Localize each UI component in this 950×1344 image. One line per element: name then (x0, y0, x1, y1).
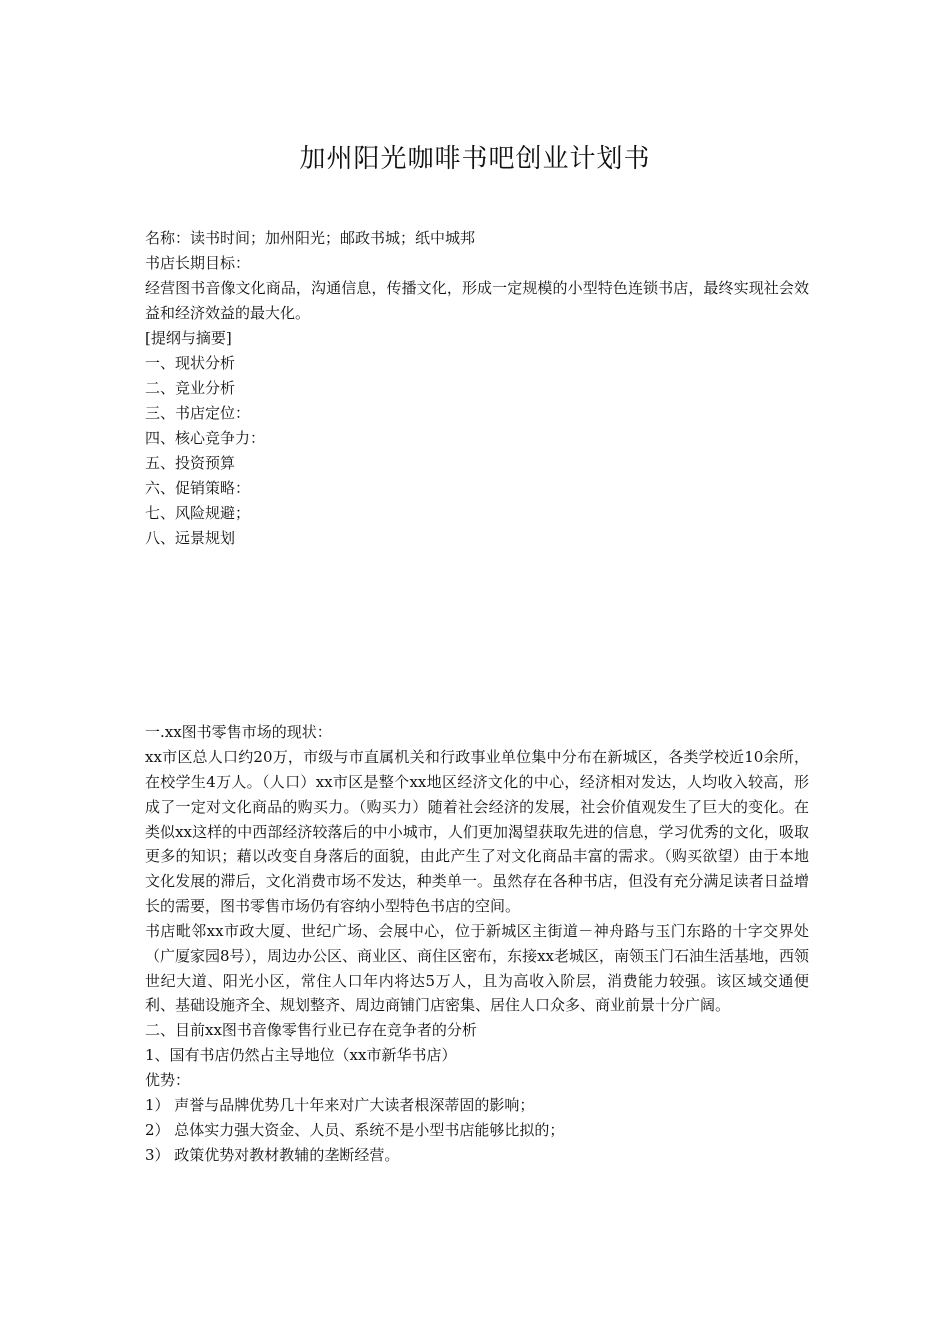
competitor-subheading: 1、国有书店仍然占主导地位（xx市新华书店） (145, 1046, 457, 1065)
advantage-item: 3） 政策优势对教材教辅的垄断经营。 (145, 1146, 400, 1165)
section2-heading: 二、目前xx图书音像零售行业已存在竞争者的分析 (145, 1021, 477, 1040)
body-section (145, 720, 809, 1168)
outline-item: 一、现状分析 (145, 353, 236, 372)
outline-item: 八、远景规划 (145, 528, 236, 547)
outline-item: 六、促销策略： (145, 478, 251, 497)
outline-item: 四、核心竞争力： (145, 428, 266, 447)
section1-heading: 一.xx图书零售市场的现状： (145, 723, 332, 741)
goal-label: 书店长期目标： (145, 254, 251, 272)
market-status-paragraph: xx市区总人口约20万，市级与市直属机关和行政事业单位集中分布在新城区，各类学校近10余所，在校学生4万人。（人口）xx市区是整个xx地区经济文化的中心，经济相对发达，人均收入较高，形成了一定对文化商品的购买力。（购买力）随着社会经济的发展，社会价值观发生了巨大的变化。在类似xx这样的中西部经济较落后的中小城市，人们更加渴望获取先进的信息，学习优秀的文化，吸取更多的知识；藉以改变自身落后的面貌，由此产生了对文化商品丰富的需求。（购买欲望）由于本地文化发展的滞后，文化消费市场不发达，种类单一。虽然存在各种书店，但没有充分满足读者日益增长的需要，图书零售市场仍有容纳小型特色书店的空间。 (145, 748, 809, 916)
store-names: 名称：读书时间；加州阳光；邮政书城；纸中城邦 (145, 229, 476, 247)
advantages-label: 优势： (145, 1071, 191, 1090)
document-title: 加州阳光咖啡书吧创业计划书 (299, 144, 651, 174)
advantage-item: 2） 总体实力强大资金、人员、系统不是小型书店能够比拟的； (145, 1121, 565, 1140)
outline-item: 三、书店定位： (145, 403, 251, 422)
outline-item: 五、投资预算 (145, 453, 236, 472)
advantage-item: 1） 声誉与品牌优势几十年来对广大读者根深蒂固的影响； (145, 1096, 535, 1115)
outline-item: 二、竞业分析 (145, 378, 236, 397)
outline-item: 七、风险规避； (145, 503, 251, 522)
goal-text: 经营图书音像文化商品，沟通信息，传播文化，形成一定规模的小型特色连锁书店，最终实现社会效益和经济效益的最大化。 (145, 279, 809, 322)
intro-section (145, 226, 809, 551)
location-paragraph: 书店毗邻xx市政大厦、世纪广场、会展中心，位于新城区主街道－神舟路与玉门东路的十字交界处（广厦家园8号），周边办公区、商业区、商住区密布，东接xx老城区，南领玉门石油生活基地，西领世纪大道、阳光小区，常住人口年内将达5万人，且为高收入阶层，消费能力较强。该区域交通便利、基础设施齐全、规划整齐、周边商铺门店密集、居住人口众多、商业前景十分广阔。 (145, 921, 809, 1015)
outline-label: [提纲与摘要] (145, 328, 232, 347)
